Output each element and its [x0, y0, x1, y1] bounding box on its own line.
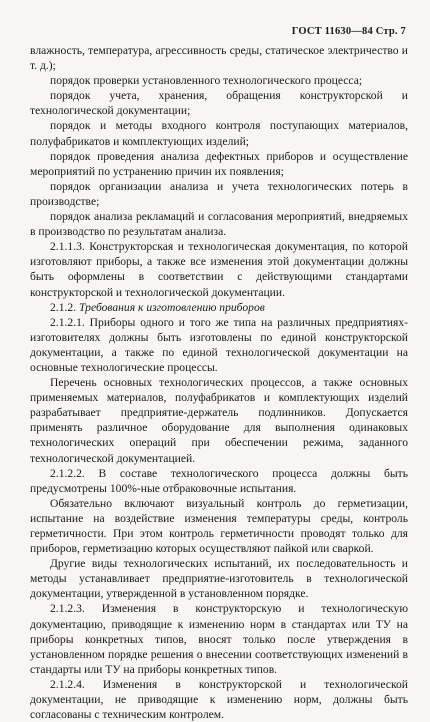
- paragraph-4: порядок и методы входного контроля поступающих материалов, полуфабрикатов и комплектующих изделий;: [30, 119, 408, 148]
- paragraph-15: 2.1.2.4. Изменения в конструкторской и технологической документации, не приводящие к изменению норм, должны быть согласованы с техническим контролем.: [30, 677, 408, 722]
- page-header: ГОСТ 11630—84 Стр. 7: [291, 26, 406, 37]
- paragraph-6: порядок организации анализа и учета технологических потерь в производстве;: [30, 179, 408, 208]
- paragraph-3: порядок учета, хранения, обращения конструкторской и технологической документации;: [30, 89, 408, 118]
- paragraph-2: порядок проверки установленного технологического процесса;: [50, 74, 363, 88]
- section-title: Требования к изготовлению приборов: [79, 300, 265, 314]
- paragraph-1: влажность, температура, агрессивность среды, статическое электричество и т. д.);: [30, 44, 408, 73]
- paragraph-12: Обязательно включают визуальный контроль до герметизации, испытание на воздействие изменения температуры среды, контроль герметичности. При этом контроль герметичности проводят только для приборов, герметизацию которых осуществляют пайкой или сваркой.: [30, 496, 408, 556]
- paragraph-14: 2.1.2.3. Изменения в конструкторскую и технологическую документацию, приводящие к изменению норм в стандартах или ТУ на приборы конкретных типов, вносят только после утверждения в установленном порядке решения о внесении соответствующих изменений в стандарты или ТУ на приборы конкретных типов.: [30, 602, 408, 676]
- section-number: 2.1.2.: [50, 300, 77, 314]
- paragraph-9: 2.1.2.1. Приборы одного и того же типа на различных предприятиях-изготовителях должны быть изготовлены по единой конструкторской документации, а также по единой технологической документации на основные технологические процессы.: [30, 315, 408, 374]
- section-heading: [30, 300, 408, 315]
- paragraph-8: 2.1.1.3. Конструкторская и технологическая документация, по которой изготовляют приборы, а также все изменения этой документации должны быть оформлены в соответствии с действующими стандартами конструкторской и технологической документации.: [30, 240, 408, 299]
- paragraph-10: Перечень основных технологических процессов, а также основных применяемых материалов, полуфабрикатов и комплектующих изделий разрабатывает предприятие-держатель подлинников. Допускается применять различное оборудование для выполнения одинаковых технологических операций при обеспечении режима, заданного технологической документацией.: [30, 376, 408, 465]
- paragraph-5: порядок проведения анализа дефектных приборов и осуществление мероприятий по устранению причин их появления;: [30, 149, 408, 178]
- paragraph-11: 2.1.2.2. В составе технологического процесса должны быть предусмотрены 100%-ные отбраковочные испытания.: [30, 466, 408, 495]
- paragraph-13: Другие виды технологических испытаний, их последовательность и методы устанавливает предприятие-изготовитель в технологической документации, утвержденной в установленном порядке.: [30, 557, 408, 601]
- paragraph-7: порядок анализа рекламаций и согласования мероприятий, внедряемых в производство по результатам анализа.: [30, 210, 408, 239]
- document-body: [30, 43, 408, 722]
